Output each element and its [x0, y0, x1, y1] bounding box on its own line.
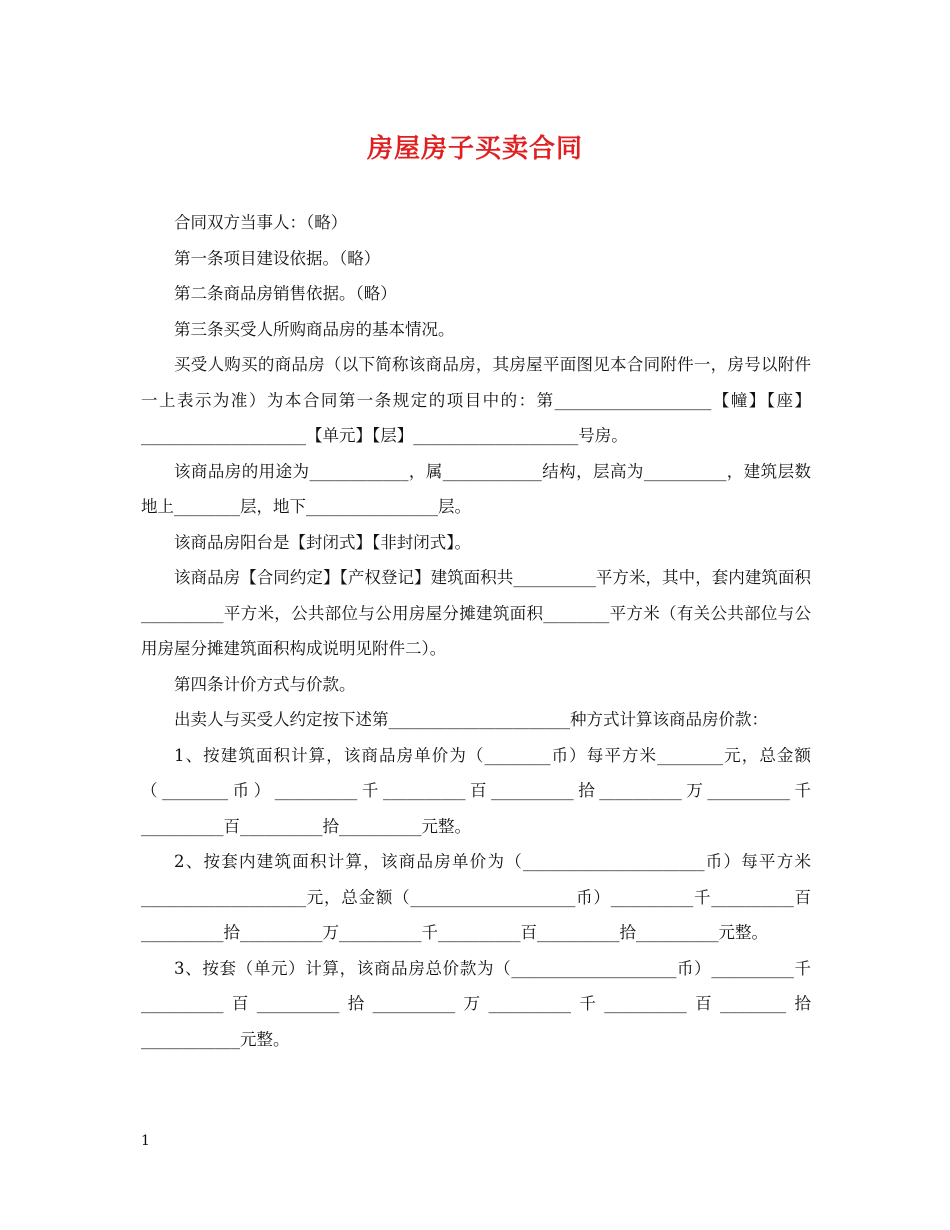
paragraph-floor-area: 该商品房【合同约定】【产权登记】建筑面积共__________平方米，其中，套内建筑面积__________平方米，公共部位与公用房屋分摊建筑面积________平方米（有关公共部位与公用房屋分摊建筑面积构成说明见附件二）。: [141, 568, 811, 658]
document-body: [141, 205, 811, 1057]
paragraph-article-3: 第三条买受人所购商品房的基本情况。: [174, 319, 455, 339]
page-number: 1: [141, 1133, 150, 1149]
paragraph-article-1: 第一条项目建设依据。（略）: [174, 248, 381, 268]
paragraph-balcony: 该商品房阳台是【封闭式】【非封闭式】。: [174, 532, 471, 552]
paragraph-house-location: 买受人购买的商品房（以下简称该商品房，其房屋平面图见本合同附件一，房号以附件一上表示为准）为本合同第一条规定的项目中的：第___________________【幢】【座】____________________【单元】【层】____________________号房。: [141, 355, 811, 445]
paragraph-article-4: 第四条计价方式与价款。: [174, 674, 356, 694]
paragraph-pricing-method: 出卖人与买受人约定按下述第______________________种方式计算该商品房价款：: [174, 710, 768, 729]
paragraph-house-usage: 该商品房的用途为____________，属____________结构，层高为__________，建筑层数地上________层，地下________________层。: [141, 461, 811, 516]
paragraph-article-2: 第二条商品房销售依据。（略）: [174, 284, 397, 303]
paragraph-option-3: 3、按套（单元）计算，该商品房总价款为（____________________币）__________千__________百__________拾__________万__________千__________百________拾____________元整。: [141, 958, 811, 1049]
paragraph-option-2: 2、按套内建筑面积计算，该商品房单价为（______________________币）每平方米____________________元，总金额（____________________币）__________千__________百__________拾__________万__________千__________百__________拾__________元整。: [141, 852, 811, 942]
paragraph-option-1: 1、按建筑面积计算，该商品房单价为（________币）每平方米________元，总金额（________币）__________千__________百__________拾__________万__________千__________百__________拾__________元整。: [141, 745, 811, 836]
paragraph-parties: 合同双方当事人：（略）: [174, 213, 348, 232]
document-title: 房屋房子买卖合同: [366, 134, 583, 164]
